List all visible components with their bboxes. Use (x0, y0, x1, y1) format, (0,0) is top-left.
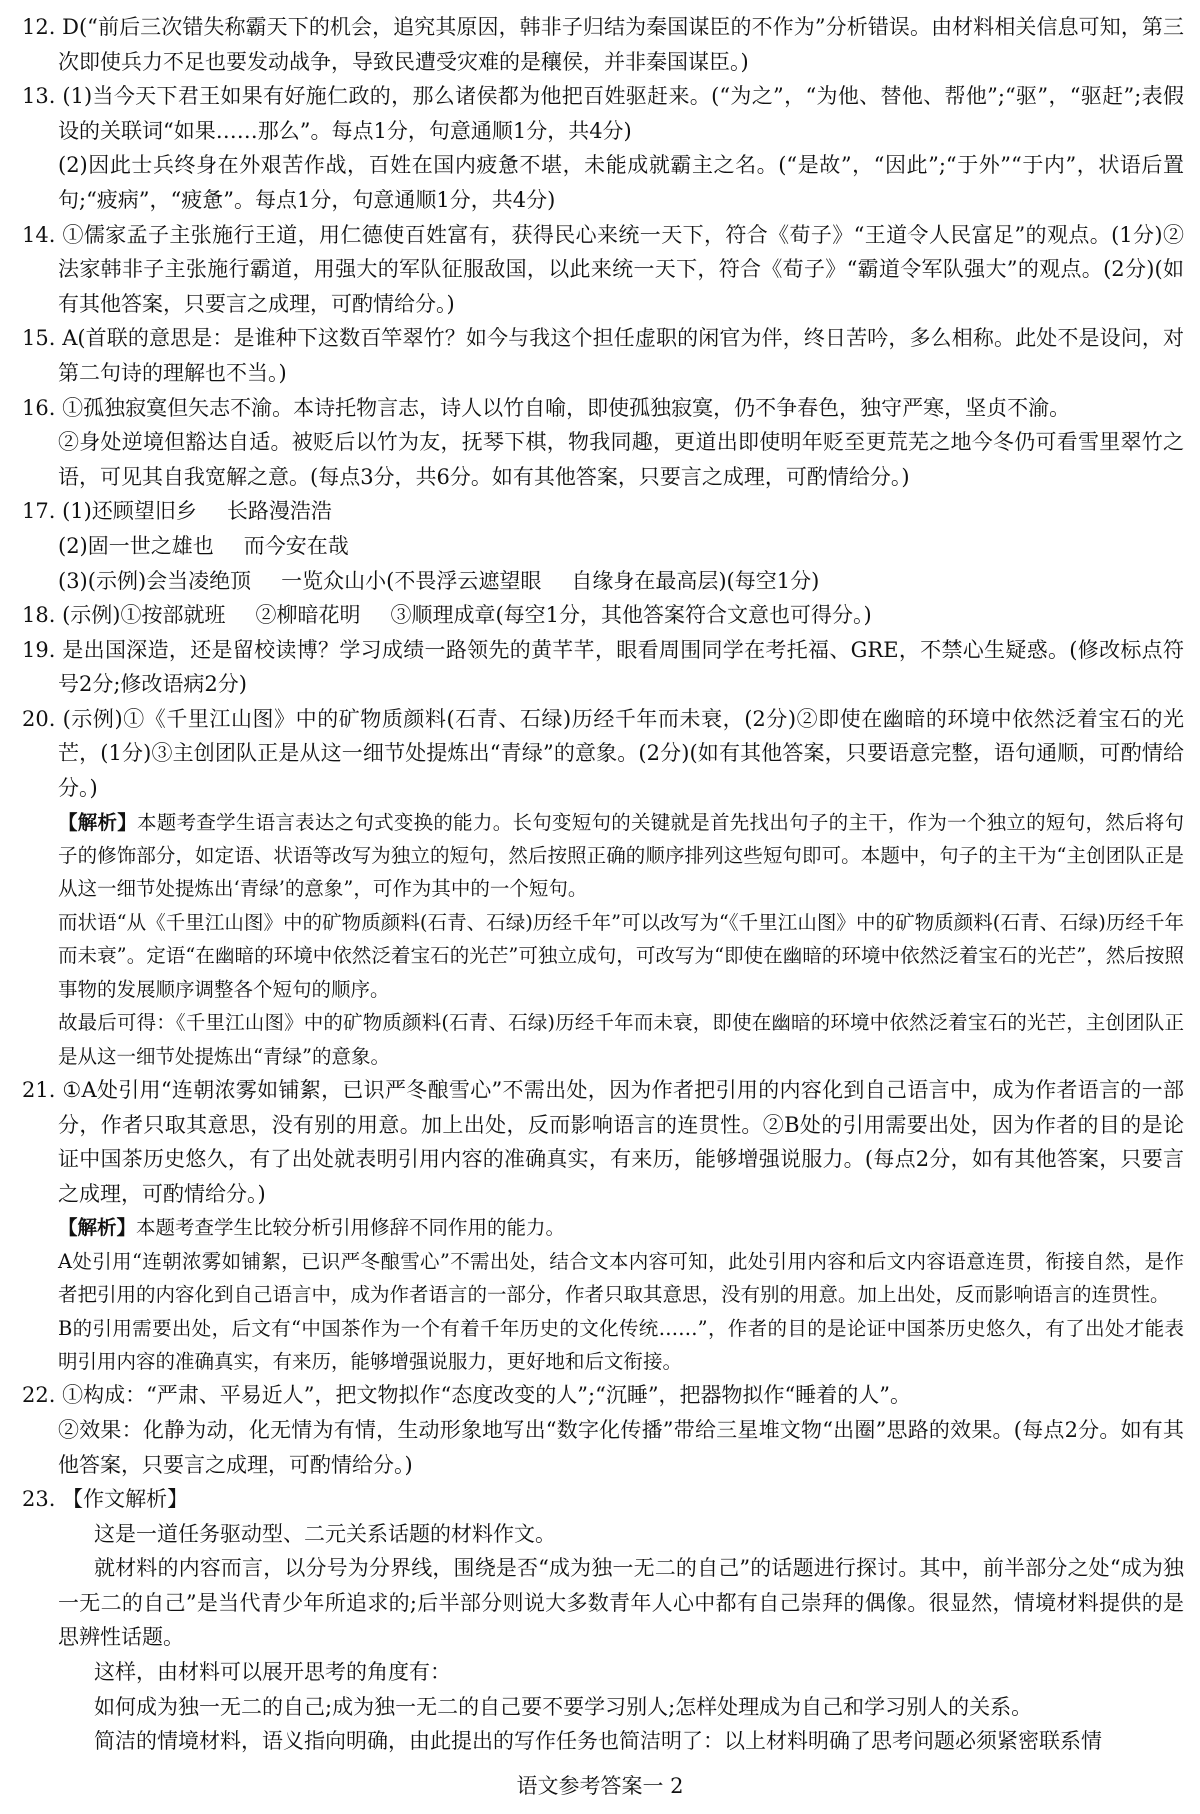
essay-paragraph: 如何成为独一无二的自己;成为独一无二的自己要不要学习别人;怎样处理成为自己和学习别人的关系。 (94, 1694, 1033, 1719)
answer-17-2-b: 而今安在哉 (243, 533, 349, 558)
analysis-20-text: 本题考查学生语言表达之句式变换的能力。长句变短句的关键就是首先找出句子的主干，作为一个独立的短句，然后将句子的修饰部分，如定语、状语等改写为独立的短句，然后按照正确的顺序排列这些短句即可。本题中，句子的主干为“主创团队正是从这一细节处提炼出‘青绿’的意象”，可作为其中的一个短句。 (58, 810, 1184, 901)
analysis-tag: 【解析】 (58, 810, 138, 834)
answer-18 (22, 598, 1184, 633)
answer-17-1-a: 17. (1)还顾望旧乡 (22, 499, 197, 524)
page-footer: 语文参考答案一 2 (516, 1774, 684, 1798)
answer-22-2: ②效果：化静为动，化无情为有情，生动形象地写出“数字化传播”带给三星堆文物“出圈”思路的效果。(每点2分。如有其他答案，只要言之成理，可酌情给分。) (58, 1417, 1184, 1477)
essay-paragraph: 这是一道任务驱动型、二元关系话题的材料作文。 (94, 1521, 556, 1546)
analysis-21-3: B的引用需要出处，后文有“中国茶作为一个有着千年历史的文化传统……”，作者的目的是论证中国茶历史悠久，有了出处才能表明引用内容的准确真实，有来历，能够增强说服力，更好地和后文衔接。 (58, 1316, 1184, 1373)
essay-paragraph: 就材料的内容而言，以分号为分界线，围绕是否“成为独一无二的自己”的话题进行探讨。其中，前半部分之处“成为独一无二的自己”是当代青少年所追求的;后半部分则说大多数青年人心中都有自己崇拜的偶像。很显然，情境材料提供的是思辨性话题。 (58, 1556, 1184, 1650)
answer-17-1 (22, 494, 1184, 529)
analysis-tag: 【解析】 (58, 1216, 137, 1240)
answer-13-2: (2)因此士兵终身在外艰苦作战，百姓在国内疲惫不堪，未能成就霸主之名。(“是故”，“因此”;“于外”“于内”，状语后置句;“疲病”，“疲惫”。每点1分，句意通顺1分，共4分) (58, 153, 1184, 212)
answer-17-3-b: 一览众山小(不畏浮云遮望眼 (281, 568, 542, 593)
essay-paragraph: 简洁的情境材料，语义指向明确，由此提出的写作任务也简洁明了：以上材料明确了思考问题必须紧密联系情 (94, 1729, 1102, 1754)
analysis-21-1 (22, 1211, 1184, 1244)
answer-12: 12. D(“前后三次错失称霸天下的机会，追究其原因，韩非子归结为秦国谋臣的不作为”分析错误。由材料相关信息可知，第三次即使兵力不足也要发动战争，导致民遭受灾难的是穰侯，并非秦国谋臣。) (22, 15, 1184, 74)
answer-22-1: 22. ①构成：“严肃、平易近人”，把文物拟作“态度改变的人”;“沉睡”，把器物拟作“睡着的人”。 (22, 1383, 912, 1408)
answer-19: 19. 是出国深造，还是留校读博？学习成绩一路领先的黄芊芊，眼看周围同学在考托福、GRE，不禁心生疑惑。(修改标点符号2分;修改语病2分) (22, 637, 1184, 697)
answer-16-2: ②身处逆境但豁达自适。被贬后以竹为友，抚琴下棋，物我同趣，更道出即使明年贬至更荒芜之地今冬仍可看雪里翠竹之语，可见其自我宽解之意。(每点3分，共6分。如有其他答案，只要言之成理，可酌情给分。) (58, 430, 1184, 489)
analysis-21-2: A处引用“连朝浓雾如铺絮，已识严冬酿雪心”不需出处，结合文本内容可知，此处引用内容和后文内容语意连贯，衔接自然，是作者把引用的内容化到自己语言中，成为作者语言的一部分，作者只取其意思，没有别的用意。加上出处，反而影响语言的连贯性。 (58, 1249, 1184, 1307)
answer-18-c: ③顺理成章(每空1分，其他答案符合文意也可得分。) (390, 603, 872, 628)
answer-17-3-a: (3)(示例)会当凌绝顶 (58, 568, 252, 593)
answer-13-1: 13. (1)当今天下君王如果有好施仁政的，那么诸侯都为他把百姓驱赶来。(“为之”，“为他、替他、帮他”;“驱”，“驱赶”;表假设的关联词“如果……那么”。每点1分，句意通顺1分，共4分) (22, 84, 1184, 143)
answer-15: 15. A(首联的意思是：是谁种下这数百竿翠竹？如今与我这个担任虚职的闲官为伴，终日苦吟，多么相称。此处不是设问，对第二句诗的理解也不当。) (22, 326, 1184, 385)
answer-18-b: ②柳暗花明 (255, 603, 361, 628)
answer-17-2-a: (2)固一世之雄也 (58, 533, 214, 558)
answer-17-2 (22, 529, 1184, 564)
answer-23-heading: 23. 【作文解析】 (22, 1487, 189, 1512)
essay-paragraph: 这样，由材料可以展开思考的角度有： (94, 1660, 451, 1685)
answer-17-1-b: 长路漫浩浩 (226, 499, 332, 524)
answer-18-a: 18. (示例)①按部就班 (22, 603, 226, 628)
answer-21: 21. ①A处引用“连朝浓雾如铺絮，已识严冬酿雪心”不需出处，因为作者把引用的内容化到自己语言中，成为作者语言的一部分，作者只取其意思，没有别的用意。加上出处，反而影响语言的连贯性。②B处的引用需要出处，因为作者的目的是论证中国茶历史悠久，有了出处就表明引用内容的准确真实，有来历，能够增强说服力。(每点2分，如有其他答案，只要言之成理，可酌情给分。) (22, 1077, 1184, 1206)
answer-content (22, 10, 1184, 1759)
answer-17-3 (22, 564, 1184, 599)
answer-14: 14. ①儒家孟子主张施行王道，用仁德使百姓富有，获得民心来统一天下，符合《荀子》“王道令人民富足”的观点。(1分)②法家韩非子主张施行霸道，用强大的军队征服敌国，以此来统一天下，符合《荀子》“霸道令军队强大”的观点。(2分)(如有其他答案，只要言之成理，可酌情给分。) (22, 222, 1184, 316)
analysis-21-text: 本题考查学生比较分析引用修辞不同作用的能力。 (136, 1216, 566, 1240)
analysis-20-3: 故最后可得：《千里江山图》中的矿物质颜料(石青、石绿)历经千年而未衰，即使在幽暗的环境中依然泛着宝石的光芒，主创团队正是从这一细节处提炼出“青绿”的意象。 (58, 1011, 1184, 1068)
answer-16-1: 16. ①孤独寂寞但矢志不渝。本诗托物言志，诗人以竹自喻，即使孤独寂寞，仍不争春色，独守严寒，坚贞不渝。 (22, 395, 1071, 420)
answer-20: 20. (示例)①《千里江山图》中的矿物质颜料(石青、石绿)历经千年而未衰，(2分)②即使在幽暗的环境中依然泛着宝石的光芒，(1分)③主创团队正是从这一细节处提炼出“青绿”的意象。(2分)(如有其他答案，只要语意完整，语句通顺，可酌情给分。) (22, 706, 1184, 801)
answer-17-3-c: 自缘身在最高层)(每空1分) (571, 568, 820, 593)
analysis-20-2: 而状语“从《千里江山图》中的矿物质颜料(石青、石绿)历经千年”可以改写为“《千里江山图》中的矿物质颜料(石青、石绿)历经千年而未衰”。定语“在幽暗的环境中依然泛着宝石的光芒”可独立成句，可改写为“即使在幽暗的环境中依然泛着宝石的光芒”，然后按照事物的发展顺序调整各个短句的顺序。 (58, 910, 1184, 1001)
analysis-20-1 (22, 806, 1184, 906)
